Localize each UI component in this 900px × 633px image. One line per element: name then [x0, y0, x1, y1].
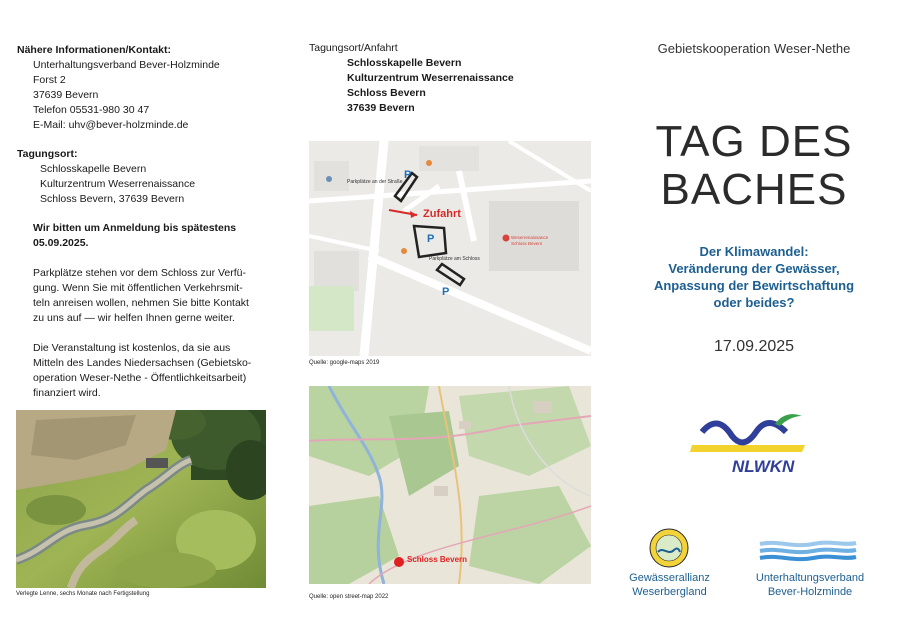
access-label: Zufahrt [423, 208, 461, 220]
registration-note [33, 221, 236, 251]
castle-map-label: Weserrenaissance Schloss Bevern [511, 235, 549, 246]
parking-castle-label: Parkplätze am Schloss [429, 256, 480, 262]
funding-line: Mitteln des Landes Niedersachsen (Gebietsko- [33, 357, 252, 369]
venue-line: Kulturzentrum Weserrenaissance [40, 178, 196, 190]
venue-line: Schlosskapelle Bevern [40, 163, 147, 175]
logo1-line: Weserbergland [632, 586, 707, 598]
funding-line: operation Weser-Nethe - Öffentlichkeitsarbeit) [33, 372, 247, 384]
event-date: 17.09.2025 [713, 338, 795, 355]
funding-line: finanziert wird. [33, 387, 101, 399]
logo1-line: Gewässerallianz [629, 572, 710, 584]
parking-line: Parkplätze stehen vor dem Schloss zur Verfü- [33, 267, 247, 279]
gewaesserallianz-label [612, 571, 727, 599]
directions-line: Schlosskapelle Bevern [347, 57, 462, 69]
castle-location-label: Schloss Bevern [407, 555, 468, 564]
contact-line: 37639 Bevern [33, 89, 99, 101]
subtitle-line: Anpassung der Bewirtschaftung [653, 278, 855, 293]
registration-deadline: 05.09.2025. [33, 237, 89, 249]
directions-address [347, 56, 514, 116]
parking-p1-label: P [404, 169, 412, 181]
contact-heading: Nähere Informationen/Kontakt: [17, 44, 172, 56]
registration-line: Wir bitten um Anmeldung bis spätestens [33, 222, 237, 234]
excavator-shape [146, 458, 168, 468]
parking-p2-label: P [427, 233, 435, 245]
contact-line: Forst 2 [33, 74, 66, 86]
map2-caption: Quelle: open street-map 2022 [309, 594, 389, 600]
venue-block [40, 162, 195, 207]
street-map[interactable] [309, 141, 591, 356]
directions-line: Schloss Bevern [347, 87, 426, 99]
parking-street-label: Parkplätze an der Straße [347, 179, 403, 185]
uhv-logo-icon [758, 540, 858, 566]
parking-info [33, 266, 249, 326]
stream-photo-image [16, 410, 266, 588]
contact-line: Telefon 05531-980 30 47 [33, 104, 150, 116]
organizer-name: Gebietskooperation Weser-Nethe [657, 41, 851, 56]
parking-line: gung. Wenn Sie mit öffentlichen Verkehrsmit- [33, 282, 243, 294]
funding-info [33, 341, 251, 401]
venue-line: Schloss Bevern, 37639 Bevern [40, 193, 185, 205]
title-line: TAG DES [655, 117, 853, 166]
parking-line: zu uns auf — wir helfen Ihnen gerne weiter. [33, 312, 235, 324]
page-title [620, 118, 888, 214]
castle-location-icon [394, 557, 404, 567]
photo-caption: Verlegte Lenne, sechs Monate nach Fertigstellung [16, 591, 150, 597]
funding-line: Die Veranstaltung ist kostenlos, da sie aus [33, 342, 231, 354]
directions-line: 37639 Bevern [347, 102, 415, 114]
subtitle-line: Der Klimawandel: [699, 244, 809, 259]
logo2-line: Unterhaltungsverband [755, 572, 865, 584]
parking-line: teln anreisen wollen, nehmen Sie bitte Kontakt [33, 297, 249, 309]
venue-heading: Tagungsort: [17, 148, 78, 160]
gewaesserallianz-logo-icon [646, 528, 692, 568]
title-line: BACHES [660, 165, 848, 214]
uhv-label [745, 571, 875, 599]
directions-heading: Tagungsort/Anfahrt [309, 42, 398, 54]
castle-marker-icon [503, 235, 510, 242]
street-map-image [309, 141, 591, 356]
logo2-line: Bever-Holzminde [767, 586, 853, 598]
nlwkn-logo [690, 410, 810, 480]
contact-block [33, 58, 220, 133]
nlwkn-wave-icon [690, 410, 810, 460]
subtitle-line: oder beides? [713, 295, 795, 310]
nlwkn-label: NLWKN [732, 457, 795, 476]
subtitle-line: Veränderung der Gewässer, [668, 261, 840, 276]
parking-p3-label: P [442, 286, 450, 298]
contact-line: Unterhaltungsverband Bever-Holzminde [33, 59, 220, 71]
directions-line: Kulturzentrum Weserrenaissance [347, 72, 514, 84]
contact-email[interactable]: E-Mail: uhv@bever-holzminde.de [33, 119, 189, 131]
map1-caption: Quelle: google-maps 2019 [309, 360, 380, 366]
event-subtitle [620, 243, 888, 311]
stream-photo [16, 410, 266, 588]
region-map[interactable] [309, 386, 591, 584]
